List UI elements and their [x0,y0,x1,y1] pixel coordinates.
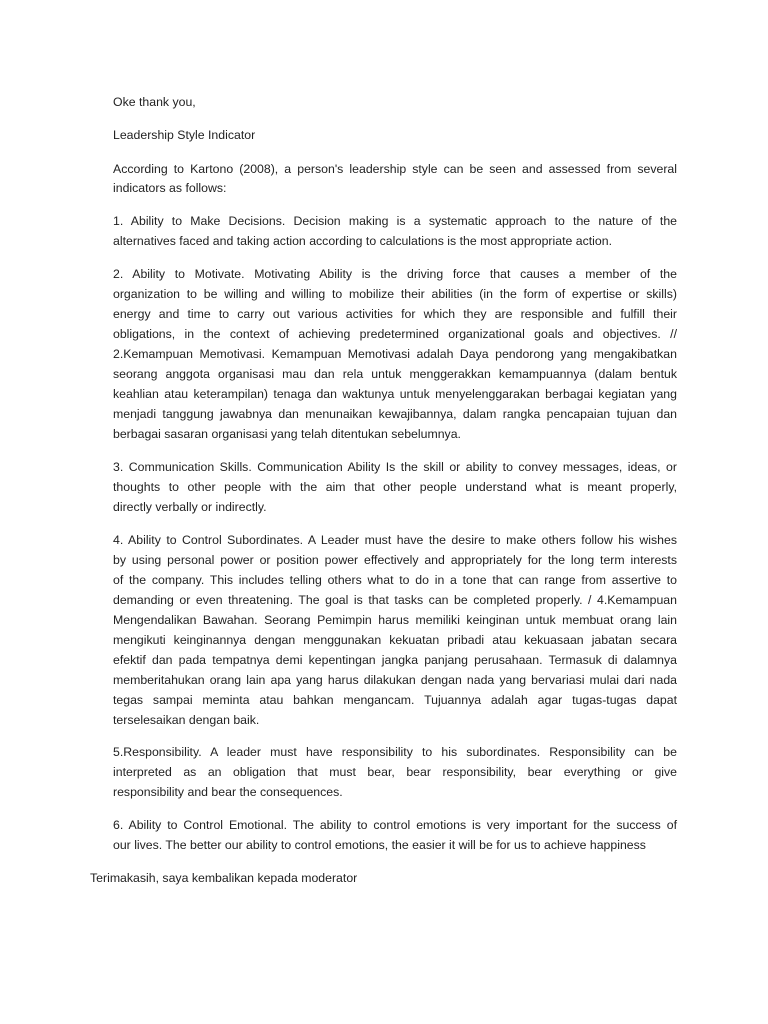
paragraph-line: According to Kartono (2008), a person's leadership style can be seen and assessed from several [113,162,677,176]
paragraph-line: memberitahukan orang lain apa yang harus dilakukan dengan nada yang bervariasi mulai dari nada [113,673,677,687]
paragraph-line: efektif dan pada tempatnya demi kepentingan jangka panjang perusahaan. Termasuk di dalamnya [113,653,677,667]
paragraph-line: 2.Kemampuan Memotivasi. Kemampuan Memotivasi adalah Daya pendorong yang mengakibatkan [113,347,677,361]
paragraph-line: mengikuti keinginannya dengan menggunakan kekuatan pribadi atau kekuasaan jabatan secara [113,633,677,647]
paragraph-line: organization to be willing and willing to mobilize their abilities (in the form of expertise or skills) [113,287,677,301]
paragraph-line: demanding or even threatening. The goal is that tasks can be completed properly. / 4.Kemampuan [113,593,677,607]
paragraph-line: of the company. This includes telling others what to do in a tone that can range from assertive to [113,573,677,587]
paragraph-line: 5.Responsibility. A leader must have responsibility to his subordinates. Responsibility can be [113,745,677,759]
closing-remark: Terimakasih, saya kembalikan kepada moderator [90,871,358,885]
paragraph-line: by using personal power or position power effectively and appropriately for the long term interests [113,553,677,567]
paragraph-line: 1. Ability to Make Decisions. Decision making is a systematic approach to the nature of the [113,214,677,228]
paragraph-line: thoughts to other people with the aim that other people understand what is meant properly, [113,480,677,494]
paragraph-line: indicators as follows: [113,181,227,195]
paragraph-line: terselesaikan dengan baik. [113,713,260,727]
paragraph-line: our lives. The better our ability to control emotions, the easier it will be for us to achieve happiness [113,838,646,852]
paragraph-line: obligations, in the context of achieving predetermined organizational goals and objectives. // [113,327,677,341]
greeting: Oke thank you, [113,95,196,109]
paragraph-line: seorang anggota organisasi mau dan rela untuk menggerakkan kemampuannya (dalam bentuk [113,367,677,381]
paragraph-line: 4. Ability to Control Subordinates. A Leader must have the desire to make others follow his wishes [113,533,677,547]
paragraph-line: 3. Communication Skills. Communication Ability Is the skill or ability to convey messages, ideas, or [113,460,677,474]
paragraph-line: 6. Ability to Control Emotional. The ability to control emotions is very important for the success of [113,818,677,832]
paragraph-line: 2. Ability to Motivate. Motivating Ability is the driving force that causes a member of the [113,267,677,281]
paragraph-line: interpreted as an obligation that must bear, bear responsibility, bear everything or give [113,765,677,779]
paragraph-line: alternatives faced and taking action according to calculations is the most appropriate action. [113,234,612,248]
paragraph-line: responsibility and bear the consequences. [113,785,343,799]
paragraph-line: berbagai sasaran organisasi yang telah ditentukan sebelumnya. [113,427,461,441]
paragraph-line: directly verbally or indirectly. [113,500,267,514]
paragraph-line: tegas sampai meminta atau bahkan mengancam. Tujuannya adalah agar tugas-tugas dapat [113,693,677,707]
paragraph-line: energy and time to carry out various activities for which they are responsible and fulfill their [113,307,677,321]
heading: Leadership Style Indicator [113,128,256,142]
paragraph-line: menjadi tanggung jawabnya dan menunaikan kewajibannya, dalam rangka pencapaian tujuan dan [113,407,677,421]
paragraph-line: Mengendalikan Bawahan. Seorang Pemimpin harus memiliki keinginan untuk membuat orang lain [113,613,677,627]
paragraph-line: keahlian atau keterampilan) tenaga dan waktunya untuk menyelenggarakan berbagai kegiatan yang [113,387,677,401]
